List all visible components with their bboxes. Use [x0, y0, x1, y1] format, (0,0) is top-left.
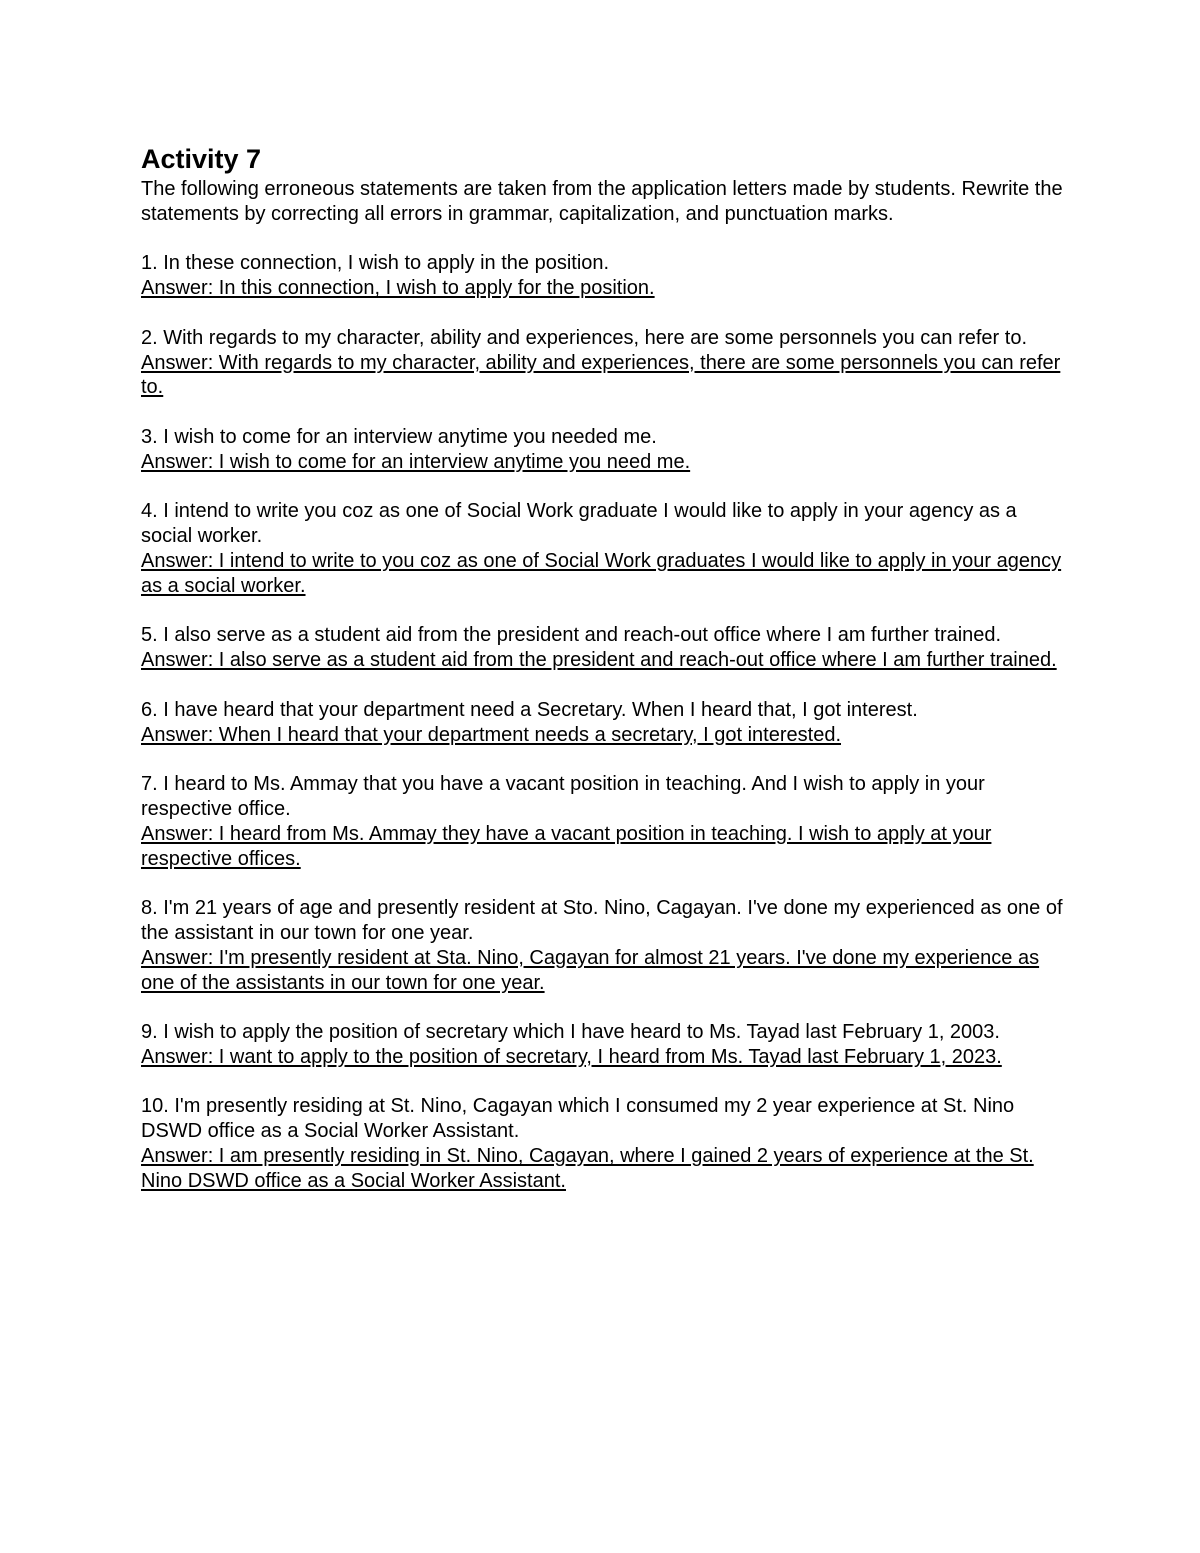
corrected-answer: Answer: With regards to my character, ability and experiences, there are some personnels you can refer to.: [141, 351, 1061, 399]
list-item: [141, 896, 1071, 995]
list-item: [141, 326, 1071, 400]
page-title: Activity 7: [141, 144, 262, 174]
erroneous-statement: 5. I also serve as a student aid from the president and reach-out office where I am further trained.: [141, 624, 1002, 647]
corrected-answer: Answer: I intend to write to you coz as one of Social Work graduates I would like to apply in your agency as a social worker.: [141, 549, 1062, 597]
list-item: [141, 1094, 1071, 1193]
erroneous-statement: 7. I heard to Ms. Ammay that you have a vacant position in teaching. And I wish to apply in your respective office.: [141, 773, 985, 820]
instructions-paragraph: The following erroneous statements are taken from the application letters made by students. Rewrite the statements by correcting all errors in grammar, capitalization, and punctuation marks.: [141, 178, 1063, 225]
erroneous-statement: 1. In these connection, I wish to apply in the position.: [141, 252, 610, 275]
corrected-answer: Answer: I also serve as a student aid from the president and reach-out office where I am further trained.: [141, 649, 1057, 672]
list-item: [141, 425, 1071, 475]
list-item: [141, 623, 1071, 673]
erroneous-statement: 9. I wish to apply the position of secretary which I have heard to Ms. Tayad last February 1, 2003.: [141, 1021, 1000, 1044]
erroneous-statement: 4. I intend to write you coz as one of Social Work graduate I would like to apply in your agency as a social worker.: [141, 500, 1017, 548]
list-item: [141, 251, 1071, 301]
list-item: [141, 1020, 1071, 1070]
list-item: [141, 772, 1071, 871]
erroneous-statement: 8. I'm 21 years of age and presently resident at Sto. Nino, Cagayan. I've done my experienced as one of the assistant in our town for one year.: [141, 897, 1063, 944]
corrected-answer: Answer: I am presently residing in St. Nino, Cagayan, where I gained 2 years of experience at the St. Nino DSWD office as a Social Worker Assistant.: [141, 1145, 1034, 1192]
erroneous-statement: 2. With regards to my character, ability and experiences, here are some personnels you can refer to.: [141, 326, 1027, 349]
list-item: [141, 698, 1071, 748]
corrected-answer: Answer: In this connection, I wish to apply for the position.: [141, 277, 655, 300]
corrected-answer: Answer: I heard from Ms. Ammay they have a vacant position in teaching. I wish to apply at your respective offices.: [141, 822, 992, 870]
document-page: [141, 141, 1071, 1194]
corrected-answer: Answer: I'm presently resident at Sta. Nino, Cagayan for almost 21 years. I've done my experience as one of the assistants in our town for one year.: [141, 946, 1040, 994]
corrected-answer: Answer: I want to apply to the position of secretary, I heard from Ms. Tayad last February 1, 2023.: [141, 1045, 1002, 1068]
corrected-answer: Answer: When I heard that your department needs a secretary, I got interested.: [141, 723, 841, 746]
erroneous-statement: 10. I'm presently residing at St. Nino, Cagayan which I consumed my 2 year experience at St. Nino DSWD office as a Social Worker Assistant.: [141, 1095, 1015, 1143]
erroneous-statement: 6. I have heard that your department need a Secretary. When I heard that, I got interest.: [141, 698, 918, 721]
list-item: [141, 499, 1071, 598]
erroneous-statement: 3. I wish to come for an interview anytime you needed me.: [141, 425, 657, 448]
corrected-answer: Answer: I wish to come for an interview anytime you need me.: [141, 450, 691, 473]
